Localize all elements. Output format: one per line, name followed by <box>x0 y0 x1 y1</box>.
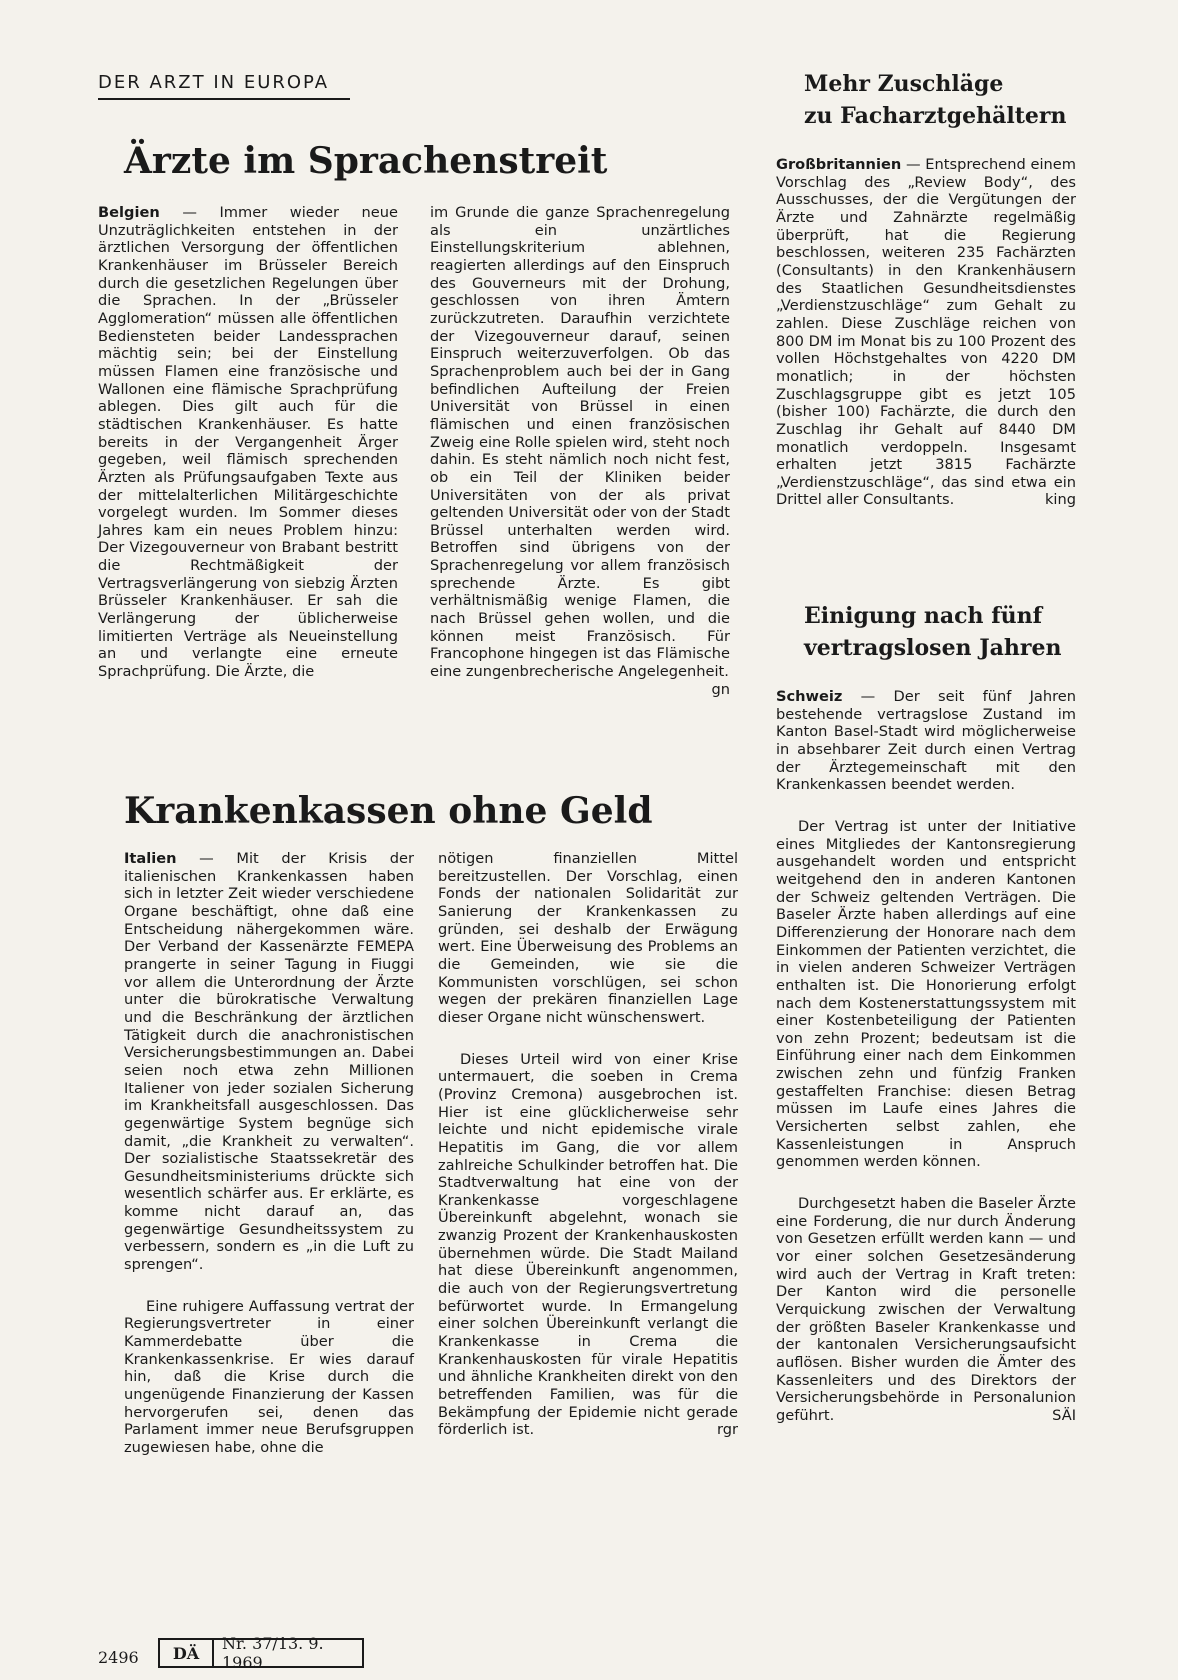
article-body-text: nötigen finanziellen Mittel bereitzustellen. Der Vorschlag, einen Fonds der nationalen Solidarität zur Sanierung der Krankenkassen zu gründen, sei deshalb der Erwägung wert. Eine Überweisung des Problems an die Gemeinden, wie sie die Kommunisten vorschlügen, sei schon wegen der prekären finanziellen Lage dieser Organe nicht wünschenswert. <box>438 850 738 1026</box>
article-zuschlaege-body <box>776 156 1076 509</box>
article-body-text: im Grunde die ganze Sprachenregelung als ein unzärtliches Einstellungskriterium ablehnen, reagierten allerdings auf den Einspruch des Gouverneurs mit der Drohung, geschlossen von ihren Ämtern zurückzutreten. Daraufhin verzichtete der Vizegouverneur darauf, seinen Einspruch weiterzuverfolgen. Ob das Sprachenproblem auch bei der in Gang befindlichen Aufteilung der Freien Universität von Brüssel in einen flämischen und einen französischen Zweig eine Rolle spielen wird, steht noch dahin. Es steht nämlich noch nicht fest, ob ein Teil der Kliniken beider Universitäten von der als privat geltenden Universität oder von der Stadt Brüssel unterhalten werden wird. Betroffen sind übrigens von der Sprachenregelung vor allem französisch sprechende Ärzte. Es gibt verhältnismäßig wenige Flamen, die nach Brüssel gehen wollen, und die können meist Französisch. Für Francophone hingegen ist das Flämische eine zungenbrecherische Angelegenheit. <box>430 204 730 681</box>
article-einigung-body <box>776 688 1076 1425</box>
journal-logo: DÄ <box>158 1638 214 1668</box>
article-krankenkassen-col2 <box>438 850 738 1439</box>
article-body-text: Durchgesetzt haben die Baseler Ärzte eine Forderung, die nur durch Änderung von Gesetzen erfüllt werden kann — und vor einer solchen Gesetzesänderung wird auch der Vertrag in Kraft treten: Der Kanton wird die personelle Verquickung zwischen der Verwaltung der größten Baseler Krankenkasse und der kantonalen Versicherungsaufsicht auflösen. Bisher wurden die Ämter des Kassenleiters und des Direktors der Versicherungsbehörde in Personalunion geführt. <box>776 1195 1076 1424</box>
article-body-text: Dieses Urteil wird von einer Krise untermauert, die soeben in Crema (Provinz Cremona) ausgebrochen ist. Hier ist eine glücklicherweise sehr leichte und nicht epidemische virale Hepatitis im Gang, die vor allem zahlreiche Schulkinder betroffen hat. Die Stadtverwaltung hat eine von der Krankenkasse vorgeschlagene Übereinkunft abgelehnt, wonach sie zwanzig Prozent der Krankenhauskosten übernehmen würde. Die Stadt Mailand hat diese Übereinkunft angenommen, die auch von der Regierungsvertretung befürwortet wurde. In Ermangelung einer solchen Übereinkunft verlangt die Krankenkasse in Crema die Krankenhauskosten für virale Hepatitis und ähnliche Krankheiten direkt von den betreffenden Familien, was für die Bekämpfung der Epidemie nicht gerade förderlich ist. <box>438 1050 738 1439</box>
article-title-einigung <box>804 600 1061 664</box>
article-body-text: — Entsprechend einem Vorschlag des „Review Body“, des Ausschusses, der die Vergütungen der Ärzte und Zahnärzte regelmäßig überprüft, hat die Regierung beschlossen, weiteren 235 Fachärzten (Consultants) in den Krankenhäusern des Staatlichen Gesundheitsdienstes „Verdienstzuschläge“ zum Gehalt zu zahlen. Diese Zuschläge reichen von 800 DM im Monat bis zu 100 Prozent des vollen Höchstgehaltes von 4220 DM monatlich; in der höchsten Zuschlagsgruppe gibt es jetzt 105 (bisher 100) Fachärzte, die durch den Zuschlag ihr Gehalt auf 8440 DM monatlich verdoppeln. Insgesamt erhalten jetzt 3815 Fachärzte „Verdienstzuschläge“, das sind etwa ein Drittel aller Consultants. <box>776 156 1076 509</box>
article-body-text: Der Vertrag ist unter der Initiative eines Mitgliedes der Kantonsregierung ausgehandelt worden und entspricht weitgehend den in anderen Kantonen der Schweiz geltenden Verträgen. Die Baseler Ärzte haben allerdings auf eine Differenzierung der Honorare nach dem Einkommen der Patienten verzichtet, die in vielen anderen Schweizer Verträgen enthalten ist. Die Honorierung erfolgt nach dem Kostenerstattungssystem mit einer Kostenbeteiligung der Patienten von zehn Prozent; bedeutsam ist die Einführung einer nach dem Einkommen zwischen zehn und fünfzig Franken gestaffelten Franchise: diesen Betrag müssen im Laufe eines Jahres die Versicherten selbst zahlen, ehe Kassenleistungen in Anspruch genommen werden können. <box>776 817 1076 1171</box>
article-lead: Italien <box>124 850 177 867</box>
title-line: zu Facharztgehältern <box>804 103 1067 129</box>
article-sprachenstreit-col2 <box>430 204 730 698</box>
author-signature: gn <box>711 680 730 698</box>
section-rule <box>98 98 350 100</box>
title-line: vertragslosen Jahren <box>804 635 1062 661</box>
author-signature: king <box>1044 491 1076 509</box>
article-title-sprachenstreit: Ärzte im Sprachenstreit <box>124 140 608 182</box>
title-line: Mehr Zuschläge <box>804 71 1004 97</box>
page-number: 2496 <box>98 1648 139 1667</box>
article-body-text: — Mit der Krisis der italienischen Krankenkassen haben sich in letzter Zeit wieder verschiedene Organe beschäftigt, ohne daß eine Entscheidung nähergekommen wäre. Der Verband der Kassenärzte FEMEPA prangerte in seiner Tagung in Fiuggi vor allem die Unterordnung der Ärzte unter die bürokratische Verwaltung und die Beschränkung der ärztlichen Tätigkeit durch die anachronistischen Versicherungsbestimmungen an. Dabei seien noch etwa zehn Millionen Italiener von jeder sozialen Sicherung im Krankheitsfall ausgeschlossen. Das gegenwärtige System begnüge sich damit, „die Krankheit zu verwalten“. Der sozialistische Staatssekretär des Gesundheitsministeriums drückte sich wesentlich schärfer aus. Er erklärte, es komme nicht darauf an, das gegenwärtige Gesundheitssystem zu verbessern, sondern es „in die Luft zu sprengen“. <box>124 850 414 1274</box>
article-body-text: Eine ruhigere Auffassung vertrat der Regierungsvertreter in einer Kammerdebatte über die Krankenkassenkrise. Er wies darauf hin, daß die Krise durch die ungenügende Finanzierung der Kassen hervorgerufen sei, denen das Parlament immer neue Berufsgruppen zugewiesen habe, ohne die <box>124 1297 414 1456</box>
article-lead: Belgien <box>98 204 160 221</box>
article-lead: Großbritannien <box>776 156 902 173</box>
article-title-krankenkassen: Krankenkassen ohne Geld <box>124 790 653 832</box>
article-krankenkassen-col1 <box>124 850 414 1457</box>
author-signature: rgr <box>716 1421 738 1439</box>
author-signature: SÄI <box>1052 1406 1076 1424</box>
section-label: DER ARZT IN EUROPA <box>98 72 330 93</box>
article-lead: Schweiz <box>776 688 843 705</box>
article-body-text: — Immer wieder neue Unzuträglichkeiten entstehen in der ärztlichen Versorgung der öffentlichen Krankenhäuser im Brüsseler Bereich durch die gesetzlichen Regelungen über die Sprachen. In der „Brüsseler Agglomeration“ müssen alle öffentlichen Bediensteten beider Landessprachen mächtig sein; bei der Einstellung müssen Flamen eine französische und Wallonen eine flämische Sprachprüfung ablegen. Dies gilt auch für die städtischen Krankenhäuser. Es hatte bereits in der Vergangenheit Ärger gegeben, weil flämisch sprechenden Ärzten als Prüfungsaufgaben Texte aus der mittelalterlichen Militärgeschichte vorgelegt wurden. Im Sommer dieses Jahres kam ein neues Problem hinzu: Der Vizegouverneur von Brabant bestritt die Rechtmäßigkeit der Vertragsverlängerung von siebzig Ärzten Brüsseler Krankenhäuser. Er sah die Verlängerung der üblicherweise limitierten Verträge als Neueinstellung an und verlangte eine erneute Sprachprüfung. Die Ärzte, die <box>98 204 398 681</box>
article-body-text: — Der seit fünf Jahren bestehende vertragslose Zustand im Kanton Basel-Stadt wird möglicherweise in absehbarer Zeit durch einen Vertrag der Ärztegemeinschaft mit den Krankenkassen beendet werden. <box>776 688 1076 794</box>
issue-info: Nr. 37/13. 9. 1969 <box>212 1638 364 1668</box>
title-line: Einigung nach fünf <box>804 603 1043 629</box>
article-title-zuschlaege <box>804 68 1066 132</box>
article-sprachenstreit-col1 <box>98 204 398 681</box>
